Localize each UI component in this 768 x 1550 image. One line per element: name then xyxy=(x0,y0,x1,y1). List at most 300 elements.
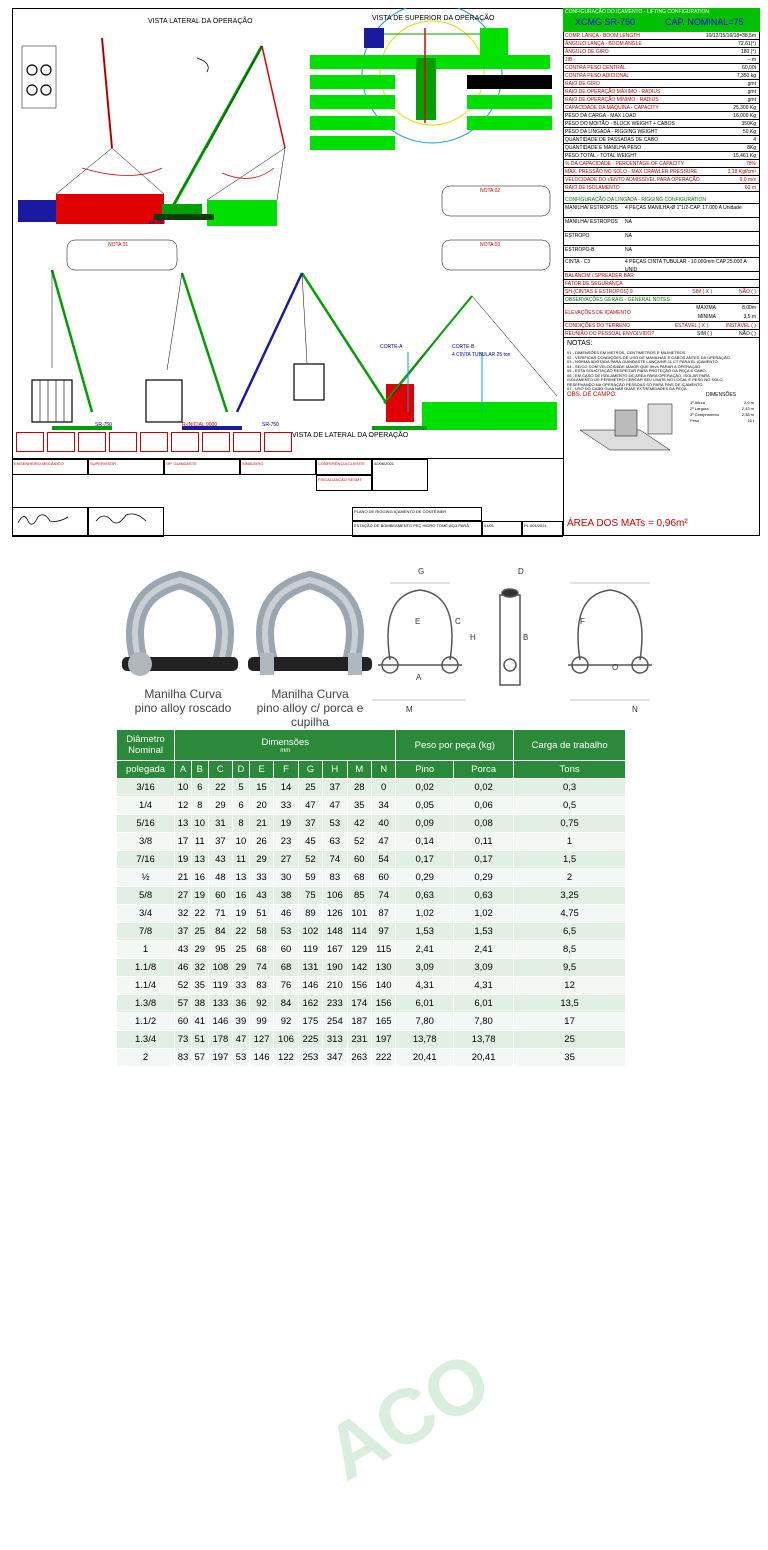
table-cell: 46 xyxy=(274,905,298,923)
table-cell: 22 xyxy=(191,905,208,923)
table-cell: 84 xyxy=(208,923,232,941)
subheader-cell: M xyxy=(347,761,371,779)
table-cell: 7,80 xyxy=(396,1013,454,1031)
table-cell: 3/4 xyxy=(117,905,175,923)
table-cell: 0,02 xyxy=(396,779,454,797)
shackle-threaded-image xyxy=(110,565,250,705)
table-cell: 25 xyxy=(514,1031,626,1049)
table-cell: 8,5 xyxy=(514,941,626,959)
config-row: JIB - -- m xyxy=(563,56,760,64)
table-cell: 42 xyxy=(347,815,371,833)
table-cell: 10 xyxy=(233,833,250,851)
table-cell: 19 xyxy=(191,887,208,905)
table-row xyxy=(117,851,626,869)
table-cell: 2 xyxy=(514,869,626,887)
crane-label: R-INICIAL 9000 xyxy=(182,422,218,428)
safety-icons xyxy=(16,432,286,454)
table-cell: 33 xyxy=(249,869,273,887)
table-cell: 92 xyxy=(274,1013,298,1031)
table-cell: 11 xyxy=(233,851,250,869)
table-cell: 23 xyxy=(274,833,298,851)
dimension-letter: M xyxy=(406,705,413,714)
config-row: CAPACIDADE DA MÁQUINA - CAPACITY 25,300 Kg xyxy=(563,104,760,112)
table-cell: 148 xyxy=(323,923,347,941)
table-cell: 29 xyxy=(208,797,232,815)
subheader-cell: polegada xyxy=(117,761,175,779)
dimension-letter: H xyxy=(470,633,476,642)
table-cell: 12 xyxy=(514,977,626,995)
rigging-header: CONFIGURAÇÃO DA LINGADA - RIGGING CONFIGURATION xyxy=(563,196,760,204)
table-cell: 83 xyxy=(175,1049,192,1067)
table-cell: 233 xyxy=(323,995,347,1013)
mat-diagram xyxy=(570,400,680,460)
table-cell: 108 xyxy=(208,959,232,977)
dimension-letter: B xyxy=(523,633,529,642)
table-cell: 6 xyxy=(233,797,250,815)
table-cell: 52 xyxy=(175,977,192,995)
table-cell: 85 xyxy=(347,887,371,905)
table-cell: 1,5 xyxy=(514,851,626,869)
table-cell: 12 xyxy=(175,797,192,815)
table-cell: 1 xyxy=(117,941,175,959)
table-cell: 5 xyxy=(233,779,250,797)
table-cell: 1,53 xyxy=(454,923,514,941)
dim-item: 1º Altura 2,6 m xyxy=(690,400,754,405)
table-cell: 97 xyxy=(371,923,395,941)
obs-header: OBSERVAÇÕES GERAIS - GENERAL NOTES xyxy=(563,296,760,304)
table-cell: 7/8 xyxy=(117,923,175,941)
table-cell: 53 xyxy=(233,1049,250,1067)
note-item: 06 - EM CASO DE ISOLAMENTO DE ÁREA PARA OPERAÇÃO, ISOLAR PARA xyxy=(567,373,710,378)
table-cell: 71 xyxy=(208,905,232,923)
table-cell: 25 xyxy=(191,923,208,941)
elevation-row: ELEVAÇÕES DE IÇAMENTO MÁXIMA 8,00m MÍNIMA 3,5 m xyxy=(563,304,760,322)
table-cell: 13 xyxy=(233,869,250,887)
config-row: PESO TOTAL - TOTAL WEIGHT 15,461 Kg xyxy=(563,152,760,160)
client-check-cell: CONFERÊNCIA CLIENTE xyxy=(316,459,372,475)
table-cell: 1.1/4 xyxy=(117,977,175,995)
table-cell: 190 xyxy=(323,959,347,977)
table-cell: 29 xyxy=(233,959,250,977)
table-cell: 51 xyxy=(249,905,273,923)
crane-label: SR-750 xyxy=(148,220,165,226)
table-cell: 13,78 xyxy=(454,1031,514,1049)
estropo2-row: ESTROPO NA xyxy=(563,232,760,246)
note-item: 01 - DIMENSÕES EM METROS, CENTÍMETROS E MILÍMETROS. xyxy=(567,351,687,355)
table-cell: 22 xyxy=(208,779,232,797)
signature-icon xyxy=(14,509,84,529)
table-cell: 0,06 xyxy=(454,797,514,815)
table-cell: 33 xyxy=(274,797,298,815)
table-cell: 92 xyxy=(249,995,273,1013)
note-item: 03 - NORMA ADOTADA PARA GUINDASTE LANÇA/NR.11 CT PARA EL IÇAMENTO. xyxy=(567,360,719,364)
table-cell: 99 xyxy=(249,1013,273,1031)
table-cell: 46 xyxy=(175,959,192,977)
table-cell: 3/16 xyxy=(117,779,175,797)
mats-area: ÁREA DOS MATs = 0,96m² xyxy=(567,518,688,529)
table-cell: 8 xyxy=(233,815,250,833)
table-cell: 29 xyxy=(249,851,273,869)
config-row: ÂNGULO DE GIRO 180 (°) xyxy=(563,48,760,56)
config-row: PESO DA CARGA - MAX LOAD 16,000 Kg xyxy=(563,112,760,120)
fator-sub-row: SH (CINTAS E ESTROPOS) 9 SIM ( X ) NÃO ( ) xyxy=(563,288,760,296)
table-cell: 313 xyxy=(323,1031,347,1049)
table-cell: 74 xyxy=(371,887,395,905)
table-cell: 13,5 xyxy=(514,995,626,1013)
table-cell: 4,31 xyxy=(396,977,454,995)
crane-label: SR-750 xyxy=(262,422,279,428)
table-cell: 133 xyxy=(208,995,232,1013)
table-cell: ½ xyxy=(117,869,175,887)
table-cell: 43 xyxy=(249,887,273,905)
table-cell: 59 xyxy=(298,869,322,887)
cinta-row: CINTA - C3 4 PEÇAS CINTA TUBULAR - 10.000mm CAP.25.000 A UNID xyxy=(563,258,760,272)
safety-icon xyxy=(202,432,230,452)
table-cell: 43 xyxy=(175,941,192,959)
safety-icon xyxy=(47,432,75,452)
table-cell: 57 xyxy=(175,995,192,1013)
estropo-b-row: ESTROPO-B NA xyxy=(563,246,760,258)
doc-number-cell: PL.001/2021 xyxy=(522,521,563,537)
table-cell: 106 xyxy=(274,1031,298,1049)
table-cell: 1.3/4 xyxy=(117,1031,175,1049)
note-item: RESERVANDO NA OPERAÇÃO PESSOAS SÓ PARA FINS DE IÇAMENTO. xyxy=(567,382,704,387)
note-label: NOTA 03 xyxy=(480,242,501,248)
table-cell: 20,41 xyxy=(454,1049,514,1067)
table-cell: 222 xyxy=(371,1049,395,1067)
table-cell: 175 xyxy=(298,1013,322,1031)
table-cell: 13 xyxy=(191,851,208,869)
config-row: PESO DA LINGADA - RIGGING WEIGHT 50 Kg xyxy=(563,128,760,136)
table-cell: 0,17 xyxy=(396,851,454,869)
table-cell: 28 xyxy=(347,779,371,797)
dimension-letter: F xyxy=(580,617,585,626)
table-row xyxy=(117,797,626,815)
table-cell: 54 xyxy=(371,851,395,869)
shackle-spec-table xyxy=(116,729,626,1067)
table-row xyxy=(117,959,626,977)
table-cell: 32 xyxy=(175,905,192,923)
table-cell: 33 xyxy=(233,977,250,995)
table-cell: 253 xyxy=(298,1049,322,1067)
table-cell: 47 xyxy=(233,1031,250,1049)
safety-icon xyxy=(171,432,199,452)
subheader-row xyxy=(117,761,626,779)
table-cell: 60 xyxy=(371,869,395,887)
nominal-capacity: CAP. NOMINAL=75 xyxy=(665,17,744,27)
table-cell: 31 xyxy=(208,815,232,833)
config-row: ÂNGULO LANÇA - BOOM ANGLE 72,61(°) xyxy=(563,40,760,48)
table-cell: 11 xyxy=(191,833,208,851)
table-cell: 119 xyxy=(208,977,232,995)
table-cell: 0,29 xyxy=(454,869,514,887)
table-cell: 30 xyxy=(274,869,298,887)
table-cell: 3,09 xyxy=(396,959,454,977)
dimension-letter: G xyxy=(418,567,425,576)
config-row: RAIO DE ISOLAMENTO 60 m xyxy=(563,184,760,192)
table-cell: 45 xyxy=(298,833,322,851)
table-cell: 16 xyxy=(233,887,250,905)
table-cell: 38 xyxy=(274,887,298,905)
table-cell: 51 xyxy=(191,1031,208,1049)
table-cell: 178 xyxy=(208,1031,232,1049)
table-cell: 101 xyxy=(347,905,371,923)
safety-icon xyxy=(109,432,137,452)
table-cell: 83 xyxy=(323,869,347,887)
table-cell: 84 xyxy=(274,995,298,1013)
config-header-text: CONFIGURAÇÃO DO IÇAMENTO - LIFTING CONFIGURATION xyxy=(565,9,709,15)
table-cell: 63 xyxy=(323,833,347,851)
side-view-title: VISTA LATERAL DA OPERAÇÃO xyxy=(148,18,253,25)
config-row: QUANTIDADE E MANILHA PESO 8Kg xyxy=(563,144,760,152)
spec-body xyxy=(117,779,626,1067)
dimension-letter: E xyxy=(415,617,421,626)
table-cell: 4,31 xyxy=(454,977,514,995)
table-cell: 131 xyxy=(298,959,322,977)
col-dims-header: Dimensões mm xyxy=(175,730,396,761)
table-cell: 225 xyxy=(298,1031,322,1049)
table-cell: 1/4 xyxy=(117,797,175,815)
config-row: % DA CAPACIDADE - PERCENTAGE OF CAPACITY 78% xyxy=(563,160,760,168)
note-label: NOTA 01 xyxy=(108,242,129,248)
table-cell: 9,5 xyxy=(514,959,626,977)
table-cell: 19 xyxy=(233,905,250,923)
table-cell: 17 xyxy=(514,1013,626,1031)
col-diameter-header: Diâmetro Nominal xyxy=(117,730,175,761)
table-cell: 2,41 xyxy=(396,941,454,959)
table-cell: 76 xyxy=(274,977,298,995)
signature-cell xyxy=(12,507,88,537)
table-cell: 21 xyxy=(175,869,192,887)
project-cell: PLANO DE RIGGING IÇAMENTO DE CONTÊINER xyxy=(352,507,482,521)
table-cell: 0,11 xyxy=(454,833,514,851)
table-cell: 156 xyxy=(371,995,395,1013)
table-cell: 0,75 xyxy=(514,815,626,833)
table-cell: 35 xyxy=(191,977,208,995)
table-cell: 5/8 xyxy=(117,887,175,905)
table-cell: 52 xyxy=(298,851,322,869)
table-cell: 68 xyxy=(249,941,273,959)
table-cell: 1.3/8 xyxy=(117,995,175,1013)
notes-title: NOTAS: xyxy=(567,340,593,347)
subheader-cell: A xyxy=(175,761,192,779)
table-cell: 47 xyxy=(298,797,322,815)
table-cell: 140 xyxy=(371,977,395,995)
table-cell: 26 xyxy=(249,833,273,851)
table-row xyxy=(117,887,626,905)
table-cell: 187 xyxy=(347,1013,371,1031)
table-cell: 0,09 xyxy=(396,815,454,833)
table-row xyxy=(117,923,626,941)
table-cell: 38 xyxy=(191,995,208,1013)
table-cell: 35 xyxy=(347,797,371,815)
col-weight-header: Peso por peça (kg) xyxy=(396,730,514,761)
table-cell: 87 xyxy=(371,905,395,923)
table-row xyxy=(117,1049,626,1067)
table-cell: 0,63 xyxy=(396,887,454,905)
safety-icon xyxy=(140,432,168,452)
table-row xyxy=(117,905,626,923)
table-cell: 57 xyxy=(191,1049,208,1067)
table-cell: 74 xyxy=(249,959,273,977)
corte-a-label: CORTE-A xyxy=(380,344,403,350)
fator-row: FATOR DE SEGURANÇA xyxy=(563,280,760,288)
table-cell: 0,02 xyxy=(454,779,514,797)
subheader-cell: D xyxy=(233,761,250,779)
table-cell: 6,5 xyxy=(514,923,626,941)
note-item: 04 - SE/CO COM VELOCIDADE MAIOR QUE 9m/s PARAR A OPERAÇÃO. xyxy=(567,364,702,369)
description-cell: ESTAÇÃO DE BOMBEAMENTO PEÇ HIDRO TOMÉ AÇU PARÁ xyxy=(352,521,482,537)
table-cell: 146 xyxy=(208,1013,232,1031)
table-cell: 60 xyxy=(208,887,232,905)
table-cell: 19 xyxy=(274,815,298,833)
table-cell: 47 xyxy=(371,833,395,851)
meeting-row: REUNIÃO DO PESSOAL ENVOLVIDO? SIM ( ) NÃO ( ) xyxy=(563,330,760,338)
table-cell: 10 xyxy=(191,815,208,833)
table-cell: 263 xyxy=(347,1049,371,1067)
subheader-cell: N xyxy=(371,761,395,779)
table-cell: 27 xyxy=(175,887,192,905)
config-row: RAIO DE OPERAÇÃO MÍNIMO - RADIUS gmt xyxy=(563,96,760,104)
table-cell: 2,41 xyxy=(454,941,514,959)
table-cell: 41 xyxy=(191,1013,208,1031)
table-cell: 60 xyxy=(175,1013,192,1031)
table-cell: 0,3 xyxy=(514,779,626,797)
table-cell: 37 xyxy=(323,779,347,797)
table-cell: 6,01 xyxy=(396,995,454,1013)
spacer xyxy=(563,462,760,468)
subheader-cell: H xyxy=(323,761,347,779)
table-cell: 129 xyxy=(347,941,371,959)
table-cell: 14 xyxy=(274,779,298,797)
engineer-cell: ENGENHEIRO MECÂNICO xyxy=(12,459,88,475)
table-cell: 1,02 xyxy=(454,905,514,923)
table-row xyxy=(117,833,626,851)
dims-list xyxy=(690,400,754,424)
table-cell: 16 xyxy=(191,869,208,887)
dimension-letter: A xyxy=(416,673,422,682)
table-cell: 53 xyxy=(274,923,298,941)
config-row: RAIO DE OPERAÇÃO MÁXIMO - RADIUS gmt xyxy=(563,88,760,96)
manilha-row: MANILHA/ ESTROPOS 4 PEÇAS MANILHA-Ø 1"1/2-CAP. 17.000 A Unidade xyxy=(563,204,760,218)
table-cell: 58 xyxy=(249,923,273,941)
table-row xyxy=(117,941,626,959)
table-cell: 68 xyxy=(274,959,298,977)
table-cell: 20,41 xyxy=(396,1049,454,1067)
crane-model: XCMG SR-750 xyxy=(575,17,636,27)
table-cell: 115 xyxy=(371,941,395,959)
table-cell: 7,80 xyxy=(454,1013,514,1031)
table-cell: 174 xyxy=(347,995,371,1013)
table-cell: 37 xyxy=(298,815,322,833)
table-cell: 165 xyxy=(371,1013,395,1031)
rigging-drawing xyxy=(12,8,563,458)
table-cell: 48 xyxy=(208,869,232,887)
subheader-cell: Tons xyxy=(514,761,626,779)
table-cell: 4,75 xyxy=(514,905,626,923)
table-cell: 89 xyxy=(298,905,322,923)
table-cell: 40 xyxy=(371,815,395,833)
table-cell: 27 xyxy=(274,851,298,869)
table-cell: 122 xyxy=(274,1049,298,1067)
table-cell: 102 xyxy=(298,923,322,941)
dim-item: 2º Largura 2,43 m xyxy=(690,406,754,411)
table-cell: 106 xyxy=(323,887,347,905)
table-cell: 197 xyxy=(371,1031,395,1049)
table-cell: 167 xyxy=(323,941,347,959)
config-row: RAIO DE GIRO gmt xyxy=(563,80,760,88)
table-cell: 20 xyxy=(249,797,273,815)
table-cell: 130 xyxy=(371,959,395,977)
table-cell: 29 xyxy=(191,941,208,959)
table-cell: 142 xyxy=(347,959,371,977)
safety-icon xyxy=(78,432,106,452)
table-cell: 0,17 xyxy=(454,851,514,869)
signal-cell: SINALEIRO xyxy=(240,459,316,475)
table-cell: 0 xyxy=(371,779,395,797)
dims-title: DIMENSÕES xyxy=(706,392,737,398)
table-cell: 13,78 xyxy=(396,1031,454,1049)
table-cell: 162 xyxy=(298,995,322,1013)
table-cell: 0,5 xyxy=(514,797,626,815)
table-cell: 10 xyxy=(175,779,192,797)
dimension-letter: N xyxy=(632,705,638,714)
terrain-row: CONDIÇÕES DO TERRENO ESTÁVEL ( X ) INSTÁVEL ( ) xyxy=(563,322,760,330)
table-row xyxy=(117,869,626,887)
caption-nut: Manilha Curva pino alloy c/ porca e cupilha xyxy=(256,687,364,729)
table-cell: 8 xyxy=(191,797,208,815)
table-row xyxy=(117,995,626,1013)
table-cell: 22 xyxy=(233,923,250,941)
table-cell: 114 xyxy=(347,923,371,941)
table-cell: 0,63 xyxy=(454,887,514,905)
table-cell: 60 xyxy=(347,851,371,869)
table-cell: 3,25 xyxy=(514,887,626,905)
table-cell: 39 xyxy=(233,1013,250,1031)
config-row: MÁX. PRESSÃO NO SOLO - MAX CRAWLER PRESSURE 3,18 Kgf/cm² xyxy=(563,168,760,176)
table-row xyxy=(117,1013,626,1031)
caption-threaded: Manilha Curva pino alloy roscado xyxy=(134,687,232,715)
dim-item: 3º Comprimento 2,38 m xyxy=(690,412,754,417)
table-cell: 0,08 xyxy=(454,815,514,833)
table-cell: 21 xyxy=(249,815,273,833)
table-cell: 15 xyxy=(249,779,273,797)
title-block xyxy=(12,458,563,537)
watermark: ACO xyxy=(310,1334,505,1498)
config-row: COMP. LANÇA - BOOM LENGTH 10/12/15/16/18=38,5m xyxy=(563,32,760,40)
table-cell: 156 xyxy=(347,977,371,995)
table-cell: 1,53 xyxy=(396,923,454,941)
balancim-row: BALANCIM / SPREADER BAR xyxy=(563,272,760,280)
top-view-title: VISTA DE SUPERIOR DA OPERAÇÃO xyxy=(372,15,495,22)
table-cell: 347 xyxy=(323,1049,347,1067)
config-row: QUANTIDADE DE PASSADAS DE CABO 4 xyxy=(563,136,760,144)
table-cell: 17 xyxy=(175,833,192,851)
table-cell: 6,01 xyxy=(454,995,514,1013)
safety-icon xyxy=(233,432,261,452)
corte-b-label: CORTE-B xyxy=(452,344,475,350)
dimension-letter: O xyxy=(612,663,619,672)
crane-label: SR-750 xyxy=(95,422,112,428)
table-cell: 126 xyxy=(323,905,347,923)
table-cell: 0,05 xyxy=(396,797,454,815)
table-cell: 146 xyxy=(249,1049,273,1067)
subheader-cell: G xyxy=(298,761,322,779)
notes-list xyxy=(567,351,757,392)
table-cell: 0,29 xyxy=(396,869,454,887)
table-cell: 1.1/8 xyxy=(117,959,175,977)
subheader-cell: B xyxy=(191,761,208,779)
